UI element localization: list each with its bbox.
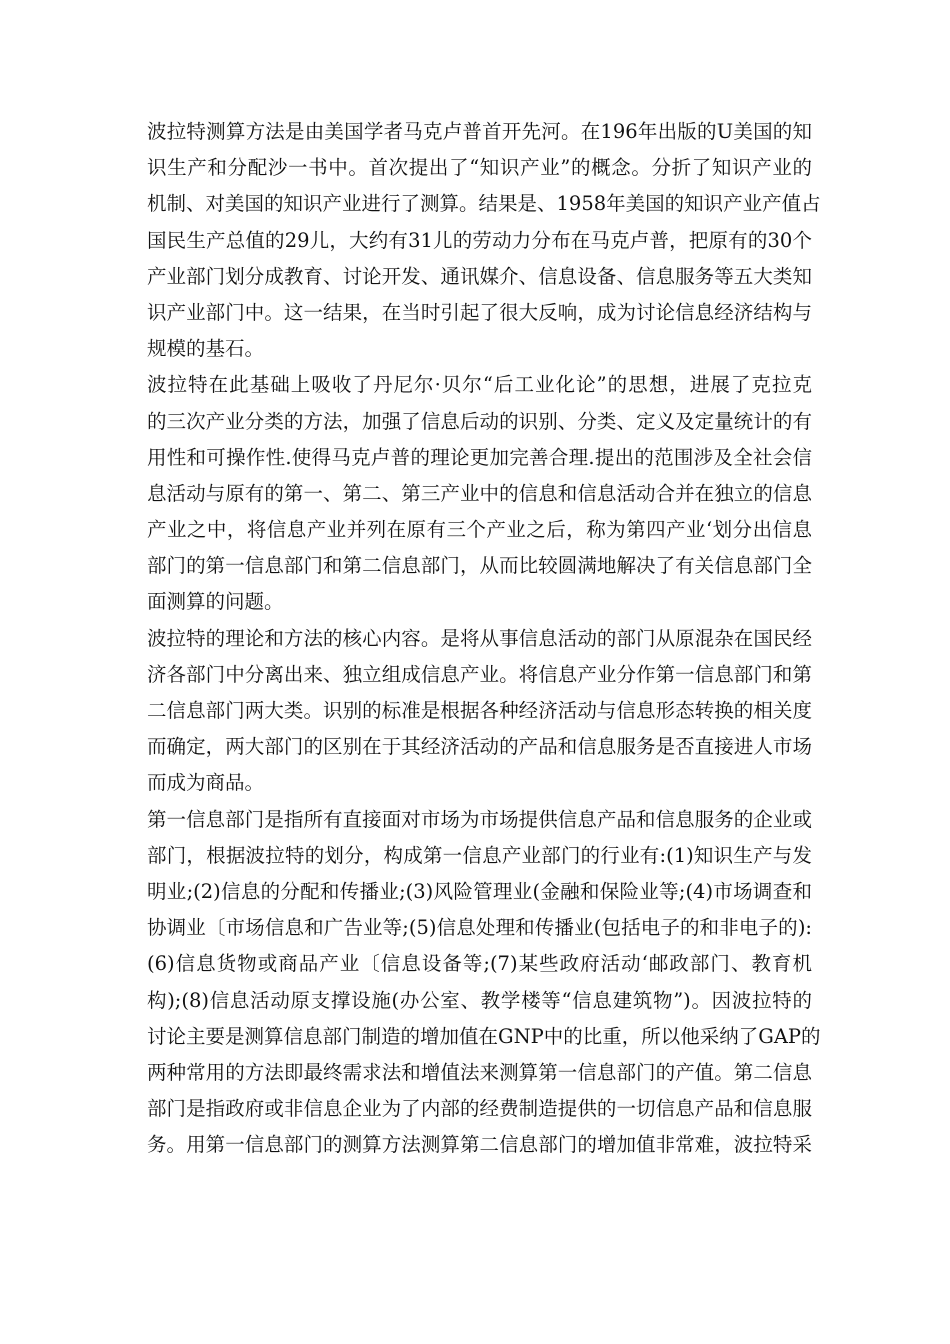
text-line: 产业之中，将信息产业并列在原有三个产业之后，称为第四产业‘划分出信息 bbox=[147, 518, 812, 542]
text-line: 波拉特测算方法是由美国学者马克卢普首开先河。在196年出版的U美国的知 bbox=[147, 120, 812, 143]
text-line: 规模的基石。 bbox=[147, 337, 265, 361]
text-line: 两种常用的方法即最终需求法和增值法来测算第一信息部门的产值。第二信息 bbox=[147, 1060, 812, 1084]
text-line: 二信息部门两大类。识别的标准是根据各种经济活动与信息形态转换的相关度 bbox=[147, 699, 812, 722]
text-line: 讨论主要是测算信息部门制造的增加值在GNP中的比重，所以他采纳了GAP的 bbox=[147, 1024, 821, 1048]
document-page bbox=[147, 114, 821, 1163]
text-line: 部门，根据波拉特的划分，构成第一信息产业部门的行业有:(1)知识生产与发 bbox=[147, 843, 812, 867]
text-line: 波拉特在此基础上吸收了丹尼尔·贝尔“后工业化论”的思想，进展了克拉克 bbox=[147, 373, 812, 397]
text-line: 构);(8)信息活动原支撑设施(办公室、教学楼等“信息建筑物”)。因波拉特的 bbox=[147, 988, 812, 1012]
text-line: 机制、对美国的知识产业进行了测算。结果是、1958年美国的知识产业产值占 bbox=[147, 192, 821, 216]
text-line: 识生产和分配沙一书中。首次提出了“知识产业”的概念。分折了知识产业的 bbox=[147, 156, 812, 180]
paragraph-1 bbox=[147, 114, 821, 367]
text-line: 第一信息部门是指所有直接面对市场为市场提供信息产品和信息服务的企业或 bbox=[147, 807, 812, 831]
text-line: 协调业〔市场信息和广告业等;(5)信息处理和传播业(包括电子的和非电子的): bbox=[147, 916, 812, 940]
paragraph-2 bbox=[147, 367, 812, 620]
text-line: 而确定，两大部门的区别在于其经济活动的产品和信息服务是否直接进人市场 bbox=[147, 735, 812, 759]
text-line: (6)信息货物或商品产业〔信息设备等;(7)某些政府活动‘邮政部门、教育机 bbox=[147, 952, 812, 976]
paragraph-3 bbox=[147, 621, 812, 802]
text-line: 息活动与原有的第一、第二、第三产业中的信息和信息活动合并在独立的信息 bbox=[147, 481, 812, 505]
text-line: 用性和可操作性.使得马克卢普的理论更加完善合理.提出的范围涉及全社会信 bbox=[147, 445, 812, 469]
text-line: 产业部门划分成教育、讨论开发、通讯媒介、信息设备、信息服务等五大类知 bbox=[147, 264, 812, 288]
text-line: 波拉特的理论和方法的核心内容。是将从事信息活动的部门从原混杂在国民经 bbox=[147, 626, 812, 650]
paragraph-4 bbox=[147, 802, 821, 1164]
text-line: 明业;(2)信息的分配和传播业;(3)风险管理业(金融和保险业等;(4)市场调查和 bbox=[147, 879, 812, 903]
text-line: 务。用第一信息部门的测算方法测算第二信息部门的增加值非常难，波拉特采 bbox=[147, 1133, 812, 1157]
text-line: 济各部门中分离出来、独立组成信息产业。将信息产业分作第一信息部门和第 bbox=[147, 662, 812, 686]
text-line: 部门的第一信息部门和第二信息部门，从而比较圆满地解决了有关信息部门全 bbox=[147, 554, 812, 578]
text-line: 面测算的问题。 bbox=[147, 590, 284, 614]
text-line: 的三次产业分类的方法，加强了信息后动的识别、分类、定义及定量统计的有 bbox=[147, 409, 812, 433]
text-line: 识产业部门中。这一结果，在当时引起了很大反响，成为讨论信息经济结构与 bbox=[147, 300, 812, 324]
text-line: 部门是指政府或非信息企业为了内部的经费制造提供的一切信息产品和信息服 bbox=[147, 1097, 812, 1121]
text-line: 而成为商品。 bbox=[147, 771, 265, 795]
text-line: 国民生产总值的29儿，大约有31儿的劳动力分布在马克卢普，把原有的30个 bbox=[147, 228, 812, 252]
